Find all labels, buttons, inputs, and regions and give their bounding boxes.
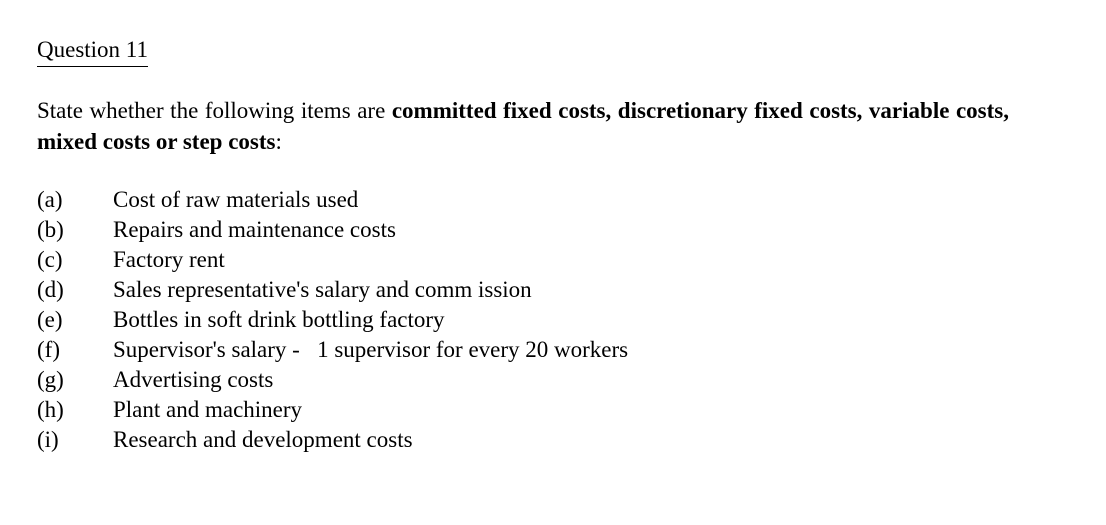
list-item [37, 245, 837, 275]
list-item [37, 185, 837, 215]
instruction-suffix: : [275, 129, 282, 154]
item-text: Supervisor's salary - 1 supervisor for every 20 workers [113, 337, 629, 362]
item-label: (i) [37, 427, 59, 452]
item-text: Cost of raw materials used [113, 187, 359, 212]
item-label: (g) [37, 367, 64, 392]
item-label: (h) [37, 397, 64, 422]
list-item [37, 335, 837, 365]
item-text: Sales representative's salary and comm ission [113, 277, 532, 302]
item-label: (a) [37, 187, 63, 212]
list-item [37, 215, 837, 245]
question-instruction [37, 95, 1009, 157]
item-text: Bottles in soft drink bottling factory [113, 307, 445, 332]
item-label: (e) [37, 307, 63, 332]
instruction-bold-terms: committed fixed costs, discretionary fixed costs, variable costs, mixed costs or step costs [37, 98, 1009, 154]
item-label: (c) [37, 247, 63, 272]
list-item [37, 275, 837, 305]
item-text: Research and development costs [113, 427, 413, 452]
item-text: Plant and machinery [113, 397, 303, 422]
item-text: Factory rent [113, 247, 225, 272]
instruction-prefix: State whether the following items are [37, 98, 392, 123]
item-label: (d) [37, 277, 64, 302]
item-text: Advertising costs [113, 367, 274, 392]
item-label: (b) [37, 217, 64, 242]
list-item [37, 305, 837, 335]
list-item [37, 365, 837, 395]
list-item [37, 425, 837, 455]
item-label: (f) [37, 337, 60, 362]
question-title: Question 11 [37, 36, 148, 67]
list-item [37, 395, 837, 425]
item-text: Repairs and maintenance costs [113, 217, 396, 242]
item-list [37, 185, 837, 455]
